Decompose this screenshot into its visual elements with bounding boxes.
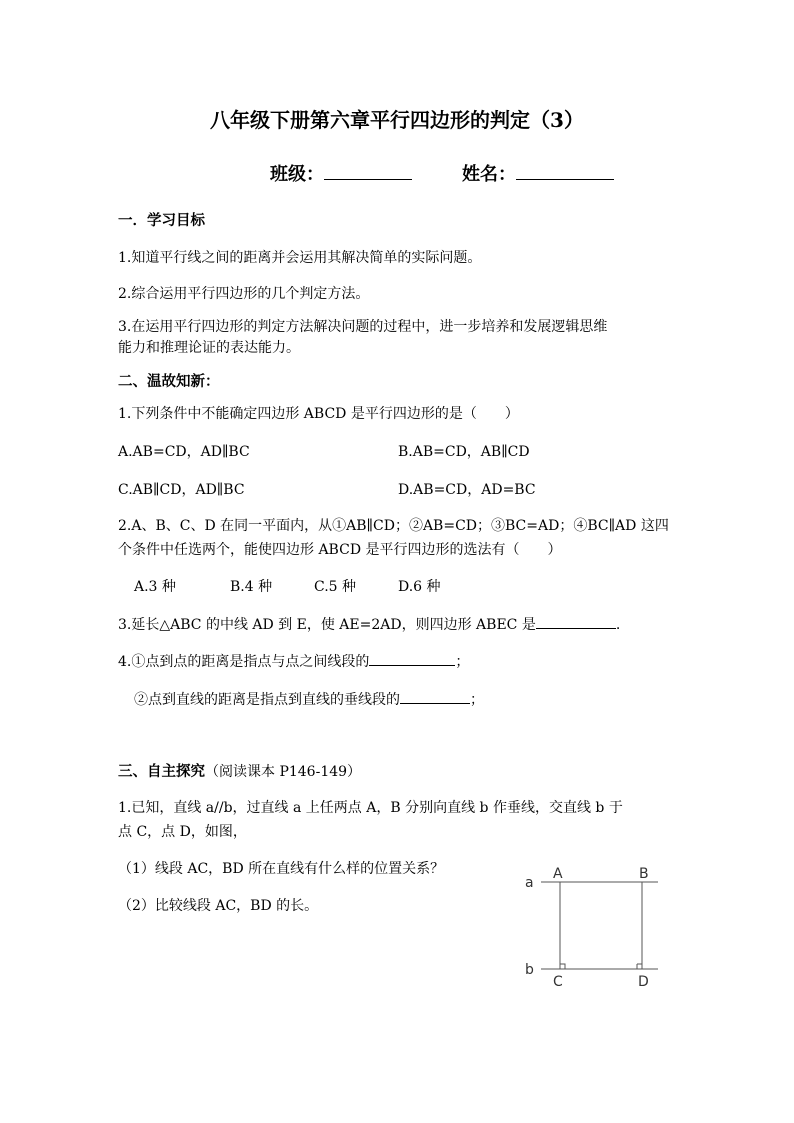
goal-2: 2.综合运用平行四边形的几个判定方法。: [118, 286, 370, 302]
class-label: 班级：: [270, 164, 324, 185]
goal-3: 3.在运用平行四边形的判定方法解决问题的过程中，进一步培养和发展逻辑思维: [118, 319, 608, 335]
q1-option-b: B.AB=CD，AB∥CD: [398, 444, 530, 460]
q4-line1-end: ；: [455, 654, 470, 670]
goal-3-cont: 能力和推理论证的表达能力。: [118, 340, 300, 356]
q2-line2: 个条件中任选两个，能使四边形 ABCD 是平行四边形的选法有（ ）: [118, 542, 562, 558]
q1-option-a: A.AB=CD，AD∥BC: [118, 444, 250, 460]
parallel-lines-figure: [515, 862, 665, 992]
q1-stem: 1.下列条件中不能确定四边形 ABCD 是平行四边形的是（ ）: [118, 406, 519, 422]
q3-blank[interactable]: [536, 614, 616, 629]
label-b-line: b: [525, 962, 534, 978]
name-label: 姓名：: [462, 164, 516, 185]
section3-heading: [118, 760, 361, 781]
class-field: [270, 160, 412, 186]
class-blank[interactable]: [324, 165, 412, 180]
q4-line2-text: ②点到直线的距离是指点到直线的垂线段的: [134, 692, 400, 708]
s3-q1-line1: 1.已知，直线 a//b，过直线 a 上任两点 A，B 分别向直线 b 作垂线，交直线 b 于: [118, 800, 623, 816]
q1-option-d: D.AB=CD，AD=BC: [398, 482, 536, 498]
q2-option-b: B.4 种: [230, 579, 273, 595]
name-field: [462, 160, 614, 186]
s3-q1-line2: 点 C，点 D，如图，: [118, 824, 247, 840]
label-point-a: A: [553, 866, 563, 882]
q4-line1-text: 4.①点到点的距离是指点与点之间线段的: [118, 654, 370, 670]
right-angle-c: [560, 964, 565, 969]
section2-heading: 二、温故知新：: [118, 373, 220, 390]
q3-text: 3.延长△ABC 的中线 AD 到 E，使 AE=2AD，则四边形 ABEC 是: [118, 617, 536, 633]
q4-blank-1[interactable]: [369, 651, 455, 666]
q3: [118, 614, 620, 634]
s3-sub1: （1）线段 AC，BD 所在直线有什么样的位置关系？: [118, 861, 445, 877]
q4-line2: [134, 689, 484, 709]
q2-option-d: D.6 种: [398, 579, 441, 595]
q4-blank-2[interactable]: [400, 689, 470, 704]
label-a-line: a: [525, 875, 534, 891]
goal-1: 1.知道平行线之间的距离并会运用其解决简单的实际问题。: [118, 250, 482, 266]
q2-option-a: A.3 种: [134, 579, 176, 595]
section3-note: （阅读课本 P146-149）: [205, 764, 362, 780]
label-point-d: D: [638, 974, 649, 990]
label-point-b: B: [639, 866, 649, 882]
name-blank[interactable]: [516, 165, 614, 180]
section3-title: 三、自主探究: [118, 763, 205, 780]
label-point-c: C: [553, 974, 563, 990]
page-title: 八年级下册第六章平行四边形的判定（3）: [210, 108, 584, 132]
s3-sub2: （2）比较线段 AC，BD 的长。: [118, 898, 319, 914]
q2-line1: 2.A、B、C、D 在同一平面内，从①AB∥CD；②AB=CD；③BC=AD；④BC∥AD 这四: [118, 518, 669, 534]
q2-option-c: C.5 种: [314, 579, 357, 595]
q1-option-c: C.AB∥CD，AD∥BC: [118, 482, 245, 498]
q4-line2-end: ；: [470, 692, 484, 708]
q4-line1: [118, 651, 469, 671]
section1-heading: 一．学习目标: [118, 212, 205, 229]
q3-end: .: [615, 617, 621, 633]
